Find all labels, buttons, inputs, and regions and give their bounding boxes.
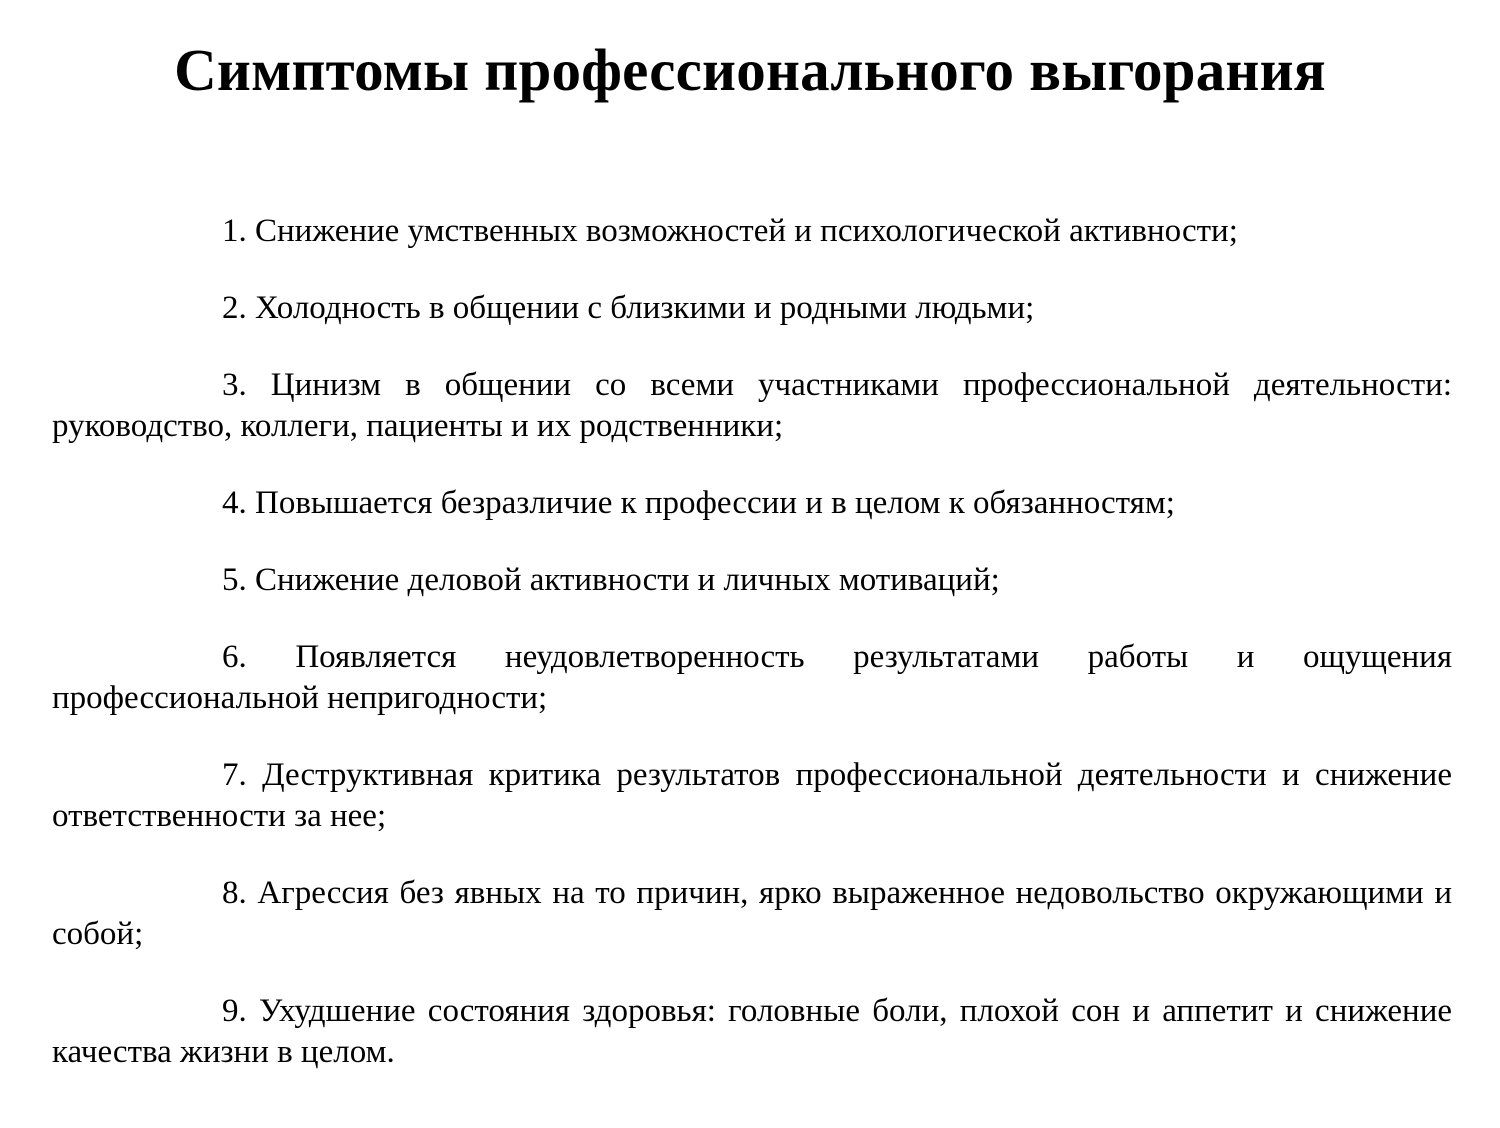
list-item: 1. Снижение умственных возможностей и психологической активности; — [222, 213, 1238, 249]
list-item: 4. Повышается безразличие к профессии и в целом к обязанностям; — [222, 485, 1175, 521]
list-item: 8. Агрессия без явных на то причин, ярко выраженное недовольство окружающими и собой; — [52, 875, 1452, 952]
list-item: 6. Появляется неудовлетворенность результатами работы и ощущения профессиональной непригодности; — [52, 639, 1452, 716]
list-item: 7. Деструктивная критика результатов профессиональной деятельности и снижение ответственности за нее; — [52, 757, 1452, 834]
list-item: 3. Цинизм в общении со всеми участниками профессиональной деятельности: руководство, коллеги, пациенты и их родственники; — [52, 367, 1452, 444]
list-item: 2. Холодность в общении с близкими и родными людьми; — [222, 290, 1035, 326]
list-item: 9. Ухудшение состояния здоровья: головные боли, плохой сон и аппетит и снижение качества жизни в целом. — [52, 993, 1452, 1070]
list-item: 5. Снижение деловой активности и личных мотиваций; — [222, 562, 1000, 598]
symptoms-list — [52, 211, 1452, 1073]
document-title: Симптомы профессионального выгорания — [174, 37, 1326, 103]
